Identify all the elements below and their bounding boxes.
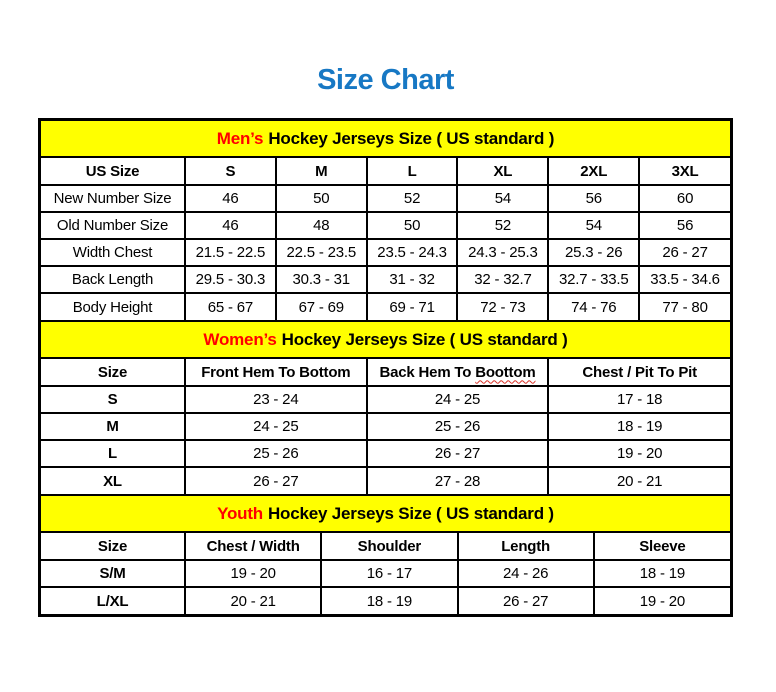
- size-value-cell: 20 - 21: [548, 467, 730, 494]
- size-value-cell: 25.3 - 26: [548, 239, 639, 266]
- row-header: L: [41, 440, 185, 467]
- column-header: Length: [458, 533, 594, 560]
- size-value-cell: 32.7 - 33.5: [548, 266, 639, 293]
- table-row: [41, 587, 730, 614]
- size-value-cell: 74 - 76: [548, 293, 639, 320]
- size-value-cell: 67 - 69: [276, 293, 367, 320]
- corner-header: Size: [41, 533, 185, 560]
- size-value-cell: 33.5 - 34.6: [639, 266, 730, 293]
- column-header: Shoulder: [321, 533, 457, 560]
- size-value-cell: 24 - 26: [458, 560, 594, 587]
- row-header: S: [41, 386, 185, 413]
- size-value-cell: 54: [548, 212, 639, 239]
- size-value-cell: 18 - 19: [321, 587, 457, 614]
- size-value-cell: 20 - 21: [185, 587, 321, 614]
- size-value-cell: 60: [639, 185, 730, 212]
- section-header-text: Hockey Jerseys Size ( US standard ): [268, 129, 555, 148]
- size-value-cell: 22.5 - 23.5: [276, 239, 367, 266]
- size-value-cell: 54: [457, 185, 548, 212]
- column-header-misspelled: [367, 359, 549, 386]
- spellcheck-underline: Boottom: [475, 363, 536, 381]
- section-header-youth: [41, 494, 730, 533]
- size-value-cell: 32 - 32.7: [457, 266, 548, 293]
- column-header-prefix: Back Hem To: [379, 363, 476, 381]
- row-header: L/XL: [41, 587, 185, 614]
- corner-header: US Size: [41, 158, 185, 185]
- size-value-cell: 56: [639, 212, 730, 239]
- size-value-cell: 27 - 28: [367, 467, 549, 494]
- size-value-cell: 48: [276, 212, 367, 239]
- section-youth: [41, 494, 730, 614]
- size-value-cell: 31 - 32: [367, 266, 458, 293]
- table-row: [41, 386, 730, 413]
- size-value-cell: 26 - 27: [185, 467, 367, 494]
- size-value-cell: 17 - 18: [548, 386, 730, 413]
- size-value-cell: 65 - 67: [185, 293, 276, 320]
- size-value-cell: 72 - 73: [457, 293, 548, 320]
- row-header: Back Length: [41, 266, 185, 293]
- row-header: Body Height: [41, 293, 185, 320]
- size-value-cell: 21.5 - 22.5: [185, 239, 276, 266]
- row-header: Width Chest: [41, 239, 185, 266]
- size-value-cell: 46: [185, 212, 276, 239]
- row-header: Old Number Size: [41, 212, 185, 239]
- size-table-womens: [41, 359, 730, 494]
- table-row: [41, 440, 730, 467]
- table-row: [41, 467, 730, 494]
- size-value-cell: 25 - 26: [367, 413, 549, 440]
- size-value-cell: 23.5 - 24.3: [367, 239, 458, 266]
- page-title: Size Chart: [317, 64, 454, 96]
- size-value-cell: 19 - 20: [548, 440, 730, 467]
- column-header: L: [367, 158, 458, 185]
- section-mens: [41, 121, 730, 320]
- column-header: Chest / Pit To Pit: [548, 359, 730, 386]
- table-row: [41, 560, 730, 587]
- size-value-cell: 26 - 27: [367, 440, 549, 467]
- row-header: XL: [41, 467, 185, 494]
- column-header: XL: [457, 158, 548, 185]
- table-row: [41, 185, 730, 212]
- size-value-cell: 24 - 25: [367, 386, 549, 413]
- size-value-cell: 69 - 71: [367, 293, 458, 320]
- size-value-cell: 18 - 19: [594, 560, 730, 587]
- column-header: 3XL: [639, 158, 730, 185]
- size-value-cell: 52: [367, 185, 458, 212]
- table-row: [41, 413, 730, 440]
- size-value-cell: 56: [548, 185, 639, 212]
- size-table-mens: [41, 158, 730, 320]
- section-header-accent: Youth: [217, 504, 263, 523]
- section-womens: [41, 320, 730, 494]
- section-header-womens: [41, 320, 730, 359]
- row-header: M: [41, 413, 185, 440]
- column-header: Front Hem To Bottom: [185, 359, 367, 386]
- size-value-cell: 24.3 - 25.3: [457, 239, 548, 266]
- size-value-cell: 25 - 26: [185, 440, 367, 467]
- header-row: [41, 158, 730, 185]
- size-value-cell: 18 - 19: [548, 413, 730, 440]
- size-value-cell: 52: [457, 212, 548, 239]
- size-value-cell: 16 - 17: [321, 560, 457, 587]
- section-header-accent: Women’s: [203, 330, 277, 349]
- column-header: M: [276, 158, 367, 185]
- column-header: 2XL: [548, 158, 639, 185]
- size-value-cell: 29.5 - 30.3: [185, 266, 276, 293]
- size-value-cell: 26 - 27: [458, 587, 594, 614]
- size-value-cell: 26 - 27: [639, 239, 730, 266]
- table-row: [41, 293, 730, 320]
- size-value-cell: 30.3 - 31: [276, 266, 367, 293]
- table-row: [41, 266, 730, 293]
- size-value-cell: 19 - 20: [185, 560, 321, 587]
- size-value-cell: 50: [367, 212, 458, 239]
- section-header-mens: [41, 121, 730, 158]
- section-header-accent: Men’s: [216, 129, 264, 148]
- size-table-youth: [41, 533, 730, 614]
- size-chart: [38, 118, 733, 617]
- size-value-cell: 46: [185, 185, 276, 212]
- table-row: [41, 239, 730, 266]
- header-row: [41, 359, 730, 386]
- column-header: Chest / Width: [185, 533, 321, 560]
- table-row: [41, 212, 730, 239]
- column-header: Sleeve: [594, 533, 730, 560]
- section-header-text: Hockey Jerseys Size ( US standard ): [267, 504, 554, 523]
- size-value-cell: 50: [276, 185, 367, 212]
- row-header: S/M: [41, 560, 185, 587]
- header-row: [41, 533, 730, 560]
- corner-header: Size: [41, 359, 185, 386]
- section-header-text: Hockey Jerseys Size ( US standard ): [281, 330, 568, 349]
- size-value-cell: 23 - 24: [185, 386, 367, 413]
- size-value-cell: 77 - 80: [639, 293, 730, 320]
- column-header: S: [185, 158, 276, 185]
- size-value-cell: 19 - 20: [594, 587, 730, 614]
- row-header: New Number Size: [41, 185, 185, 212]
- size-value-cell: 24 - 25: [185, 413, 367, 440]
